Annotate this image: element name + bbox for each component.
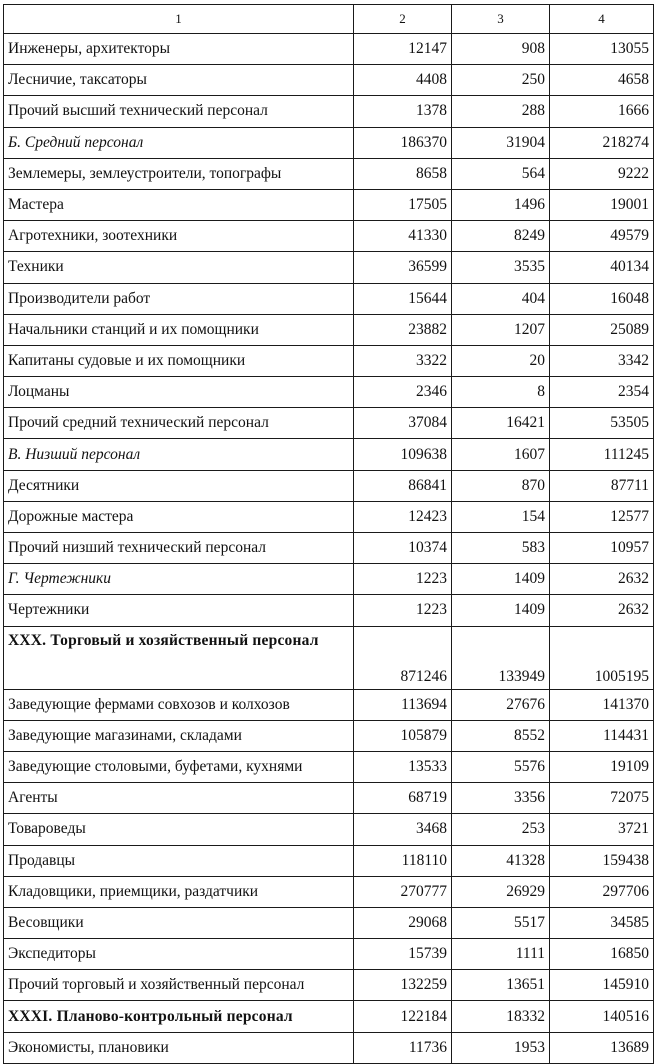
occupation-label: Лоцманы	[4, 377, 354, 408]
value-column-4: 140516	[550, 1001, 654, 1032]
value-column-2: 15739	[354, 939, 452, 970]
value-column-4: 4658	[550, 65, 654, 96]
value-column-4: 218274	[550, 127, 654, 158]
value-column-2: 12423	[354, 501, 452, 532]
occupation-label: Техники	[4, 252, 354, 283]
value-column-4: 72075	[550, 783, 654, 814]
value-column-4: 10957	[550, 533, 654, 564]
table-header-row	[4, 5, 654, 34]
value-column-2: 37084	[354, 408, 452, 439]
value-column-2: 86841	[354, 470, 452, 501]
value-column-4: 49579	[550, 221, 654, 252]
value-column-3: 133949	[452, 626, 550, 689]
column-header-1: 1	[4, 5, 354, 34]
value-column-4: 16048	[550, 283, 654, 314]
value-column-3: 8249	[452, 221, 550, 252]
value-column-3: 41328	[452, 845, 550, 876]
occupation-label: Экспедиторы	[4, 939, 354, 970]
occupation-label: Заведующие магазинами, складами	[4, 720, 354, 751]
occupation-label: Г. Чертежники	[4, 564, 354, 595]
table-row	[4, 751, 654, 782]
occupation-label: Инженеры, архитекторы	[4, 34, 354, 65]
table-row	[4, 970, 654, 1001]
value-column-3: 154	[452, 501, 550, 532]
value-column-3: 404	[452, 283, 550, 314]
value-column-2: 1223	[354, 595, 452, 626]
occupation-label: Кладовщики, приемщики, раздатчики	[4, 876, 354, 907]
value-column-4: 297706	[550, 876, 654, 907]
value-column-3: 31904	[452, 127, 550, 158]
value-column-4: 111245	[550, 439, 654, 470]
table-row	[4, 314, 654, 345]
table-row	[4, 96, 654, 127]
table-row	[4, 408, 654, 439]
value-column-2: 122184	[354, 1001, 452, 1032]
occupation-label: В. Низший персонал	[4, 439, 354, 470]
table-row	[4, 626, 654, 689]
value-column-4: 53505	[550, 408, 654, 439]
value-column-3: 564	[452, 158, 550, 189]
occupation-label: Производители работ	[4, 283, 354, 314]
value-column-2: 132259	[354, 970, 452, 1001]
value-column-2: 3322	[354, 345, 452, 376]
occupation-label: Десятники	[4, 470, 354, 501]
value-column-4: 114431	[550, 720, 654, 751]
value-column-3: 1953	[452, 1032, 550, 1063]
table-row	[4, 189, 654, 220]
value-column-2: 3468	[354, 814, 452, 845]
value-column-3: 870	[452, 470, 550, 501]
occupation-label: Заведующие фермами совхозов и колхозов	[4, 689, 354, 720]
occupation-label: Товароведы	[4, 814, 354, 845]
value-column-2: 17505	[354, 189, 452, 220]
occupation-table	[3, 4, 654, 1064]
occupation-label: Начальники станций и их помощники	[4, 314, 354, 345]
value-column-2: 105879	[354, 720, 452, 751]
table-body	[4, 5, 654, 1064]
table-row	[4, 1032, 654, 1063]
table-row	[4, 377, 654, 408]
table-row	[4, 814, 654, 845]
value-column-3: 253	[452, 814, 550, 845]
value-column-2: 13533	[354, 751, 452, 782]
table-row	[4, 501, 654, 532]
value-column-3: 8	[452, 377, 550, 408]
value-column-3: 1496	[452, 189, 550, 220]
table-row	[4, 345, 654, 376]
value-column-2: 29068	[354, 907, 452, 938]
value-column-3: 26929	[452, 876, 550, 907]
value-column-4: 19001	[550, 189, 654, 220]
table-row	[4, 252, 654, 283]
value-column-4: 141370	[550, 689, 654, 720]
occupation-label: Дорожные мастера	[4, 501, 354, 532]
occupation-label: Прочий высший технический персонал	[4, 96, 354, 127]
value-column-4: 1005195	[550, 626, 654, 689]
value-column-2: 1223	[354, 564, 452, 595]
table-row	[4, 876, 654, 907]
value-column-4: 2632	[550, 595, 654, 626]
value-column-3: 1409	[452, 595, 550, 626]
value-column-3: 1207	[452, 314, 550, 345]
value-column-2: 871246	[354, 626, 452, 689]
occupation-label: Продавцы	[4, 845, 354, 876]
value-column-4: 1666	[550, 96, 654, 127]
value-column-2: 270777	[354, 876, 452, 907]
value-column-4: 16850	[550, 939, 654, 970]
occupation-label: Землемеры, землеустроители, топографы	[4, 158, 354, 189]
table-row	[4, 470, 654, 501]
value-column-3: 3356	[452, 783, 550, 814]
table-row	[4, 939, 654, 970]
value-column-3: 1111	[452, 939, 550, 970]
value-column-4: 87711	[550, 470, 654, 501]
occupation-label: Экономисты, плановики	[4, 1032, 354, 1063]
table-row	[4, 720, 654, 751]
value-column-2: 10374	[354, 533, 452, 564]
table-row	[4, 689, 654, 720]
value-column-2: 15644	[354, 283, 452, 314]
value-column-4: 13689	[550, 1032, 654, 1063]
occupation-label: Мастера	[4, 189, 354, 220]
occupation-label: Агенты	[4, 783, 354, 814]
value-column-3: 1607	[452, 439, 550, 470]
value-column-2: 11736	[354, 1032, 452, 1063]
occupation-label: Заведующие столовыми, буфетами, кухнями	[4, 751, 354, 782]
table-row	[4, 439, 654, 470]
table-row	[4, 533, 654, 564]
value-column-2: 113694	[354, 689, 452, 720]
value-column-3: 18332	[452, 1001, 550, 1032]
value-column-2: 68719	[354, 783, 452, 814]
value-column-3: 1409	[452, 564, 550, 595]
value-column-3: 3535	[452, 252, 550, 283]
value-column-4: 145910	[550, 970, 654, 1001]
table-row	[4, 158, 654, 189]
occupation-label: Чертежники	[4, 595, 354, 626]
value-column-3: 583	[452, 533, 550, 564]
table-row	[4, 845, 654, 876]
value-column-2: 109638	[354, 439, 452, 470]
value-column-4: 3721	[550, 814, 654, 845]
value-column-3: 13651	[452, 970, 550, 1001]
table-row	[4, 34, 654, 65]
value-column-4: 9222	[550, 158, 654, 189]
value-column-2: 36599	[354, 252, 452, 283]
value-column-3: 20	[452, 345, 550, 376]
value-column-4: 19109	[550, 751, 654, 782]
column-header-2: 2	[354, 5, 452, 34]
occupation-label: XXXI. Планово-контрольный персонал	[4, 1001, 354, 1032]
occupation-label: Капитаны судовые и их помощники	[4, 345, 354, 376]
column-header-3: 3	[452, 5, 550, 34]
value-column-4: 2354	[550, 377, 654, 408]
value-column-3: 27676	[452, 689, 550, 720]
table-row	[4, 65, 654, 96]
occupation-label: Прочий низший технический персонал	[4, 533, 354, 564]
occupation-label: Б. Средний персонал	[4, 127, 354, 158]
table-row	[4, 221, 654, 252]
table-row	[4, 283, 654, 314]
value-column-2: 4408	[354, 65, 452, 96]
value-column-3: 5517	[452, 907, 550, 938]
table-row	[4, 907, 654, 938]
column-header-4: 4	[550, 5, 654, 34]
value-column-4: 40134	[550, 252, 654, 283]
value-column-2: 41330	[354, 221, 452, 252]
value-column-2: 12147	[354, 34, 452, 65]
value-column-3: 250	[452, 65, 550, 96]
occupation-label: Весовщики	[4, 907, 354, 938]
table-row	[4, 564, 654, 595]
value-column-2: 118110	[354, 845, 452, 876]
value-column-3: 908	[452, 34, 550, 65]
value-column-2: 2346	[354, 377, 452, 408]
value-column-3: 5576	[452, 751, 550, 782]
value-column-4: 12577	[550, 501, 654, 532]
occupation-label: Прочий средний технический персонал	[4, 408, 354, 439]
table-row	[4, 783, 654, 814]
value-column-4: 25089	[550, 314, 654, 345]
occupation-label: Лесничие, таксаторы	[4, 65, 354, 96]
value-column-3: 8552	[452, 720, 550, 751]
value-column-4: 13055	[550, 34, 654, 65]
table-row	[4, 595, 654, 626]
value-column-2: 23882	[354, 314, 452, 345]
value-column-3: 288	[452, 96, 550, 127]
value-column-4: 3342	[550, 345, 654, 376]
table-row	[4, 1001, 654, 1032]
value-column-2: 186370	[354, 127, 452, 158]
value-column-2: 8658	[354, 158, 452, 189]
value-column-3: 16421	[452, 408, 550, 439]
value-column-4: 159438	[550, 845, 654, 876]
value-column-2: 1378	[354, 96, 452, 127]
occupation-label: Прочий торговый и хозяйственный персонал	[4, 970, 354, 1001]
table-row	[4, 127, 654, 158]
occupation-label: XXX. Торговый и хозяйственный персонал	[4, 626, 354, 689]
value-column-4: 34585	[550, 907, 654, 938]
occupation-label: Агротехники, зоотехники	[4, 221, 354, 252]
value-column-4: 2632	[550, 564, 654, 595]
